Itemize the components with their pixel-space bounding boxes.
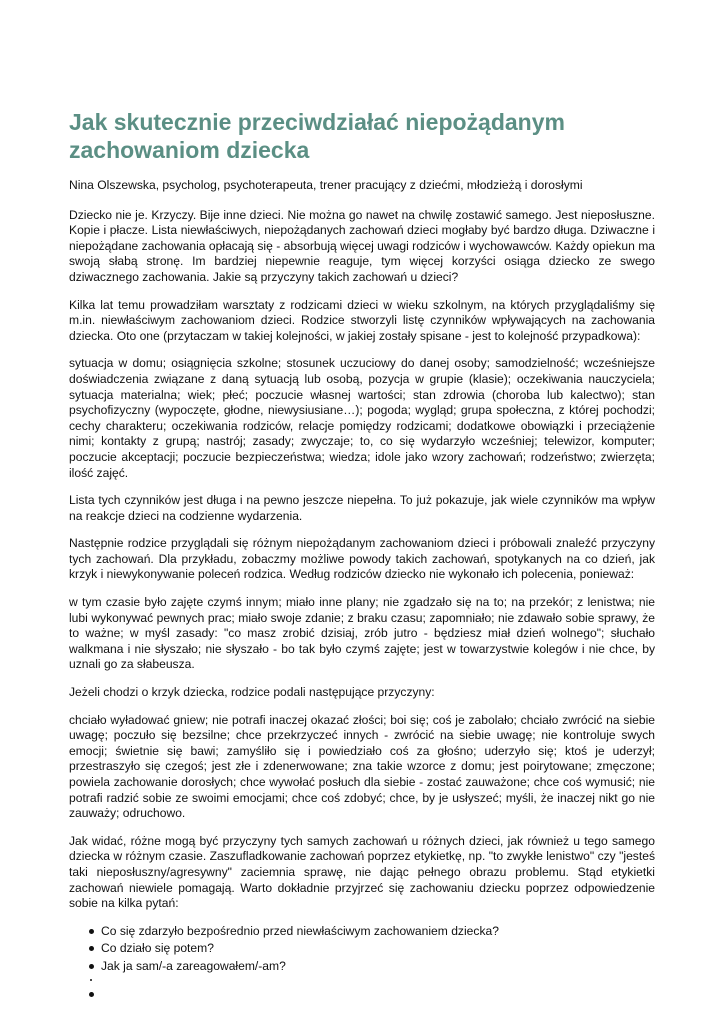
bullet-icon: [89, 992, 94, 997]
question-list: [69, 924, 655, 1002]
paragraph: Kilka lat temu prowadziłam warsztaty z rodzicami dzieci w wieku szkolnym, na których przyglądaliśmy się m.in. niewłaściwym zachowaniom dzieci. Rodzice stworzyli listę czynników wpływających na zachowania dziecka. Oto one (przytaczam w takiej kolejności, w jakiej zostały spisane - jest to kolejność przypadkowa):: [69, 297, 655, 343]
paragraph: w tym czasie było zajęte czymś innym; miało inne plany; nie zgadzało się na to; na przekór; z lenistwa; nie lubi wykonywać pewnych prac; miało swoje zdanie; z braku czasu; zapomniało; nie zdawało sobie sprawy, że to ważne; w myśl zasady: "co masz zrobić dzisiaj, zrób jutro - będziesz miał dzień wolnego"; słuchało walkmana i nie słyszało; nie słyszało - bo tak było czymś zajęte; jest w towarzystwie kolegów i nie chce, by uznali go za słabeusza.: [69, 595, 655, 672]
list-item: [69, 987, 655, 1003]
list-item-text: Jak ja sam/-a zareagowałem/-am?: [101, 958, 286, 973]
list-item: [69, 941, 655, 957]
list-item: [69, 924, 655, 940]
document-title: Jak skutecznie przeciwdziałać niepożądanym zachowaniom dziecka: [69, 109, 565, 163]
paragraph: Lista tych czynników jest długa i na pewno jeszcze niepełna. To już pokazuje, jak wiele czynników ma wpływ na reakcje dzieci na codzienne wydarzenia.: [69, 493, 655, 523]
list-item-text: Co się zdarzyło bezpośrednio przed niewłaściwym zachowaniem dziecka?: [101, 923, 499, 938]
document-body: [69, 178, 655, 1004]
paragraph: Dziecko nie je. Krzyczy. Bije inne dzieci. Nie można go nawet na chwilę zostawić samego. Jest nieposłuszne. Kopie i płacze. Lista niewłaściwych, niepożądanych zachowań dzieci mogłaby być bardzo długa. Dziwaczne i niepożądane zachowania opłacają się - absorbują więcej uwagi rodziców i wychowawców. Każdy opiekun ma swoją słabą stronę. Im bardziej niepewnie reaguje, tym więcej korzyści osiąga dziecko ze swego dziwacznego zachowania. Jakie są przyczyny takich zachowań u dzieci?: [69, 207, 655, 284]
paragraph: sytuacja w domu; osiągnięcia szkolne; stosunek uczuciowy do danej osoby; samodzielność; wcześniejsze doświadczenia związane z daną sytuacją lub osobą, pozycja w grupie (klasie); oczekiwania nauczyciela; sytuacja materialna; wiek; płeć; poczucie własnej wartości; stan zdrowia (choroba lub kalectwo); stan psychofizyczny (wypoczęte, głodne, niewysiusiane…); pogoda; wygląd; grupa społeczna, z której pochodzi; cechy charakteru; oczekiwania rodziców, relacje pomiędzy rodzicami; dodatkowe obowiązki i przeciążenie nimi; kontakty z grupą; nastrój; zasady; zwyczaje; to, co się wydarzyło wcześniej; telewizor, komputer; poczucie akceptacji; poczucie bezpieczeństwa; wiedza; idole jako wzory zachowań; rodzeństwo; zwierzęta; ilość zajęć.: [69, 356, 655, 480]
paragraph: Następnie rodzice przyglądali się różnym niepożądanym zachowaniom dzieci i próbowali znaleźć przyczyny tych zachowań. Dla przykładu, zobaczmy możliwe powody takich zachowań, spotykanych na co dzień, jak krzyk i niewykonywanie poleceń rodzica. Według rodziców dziecko nie wykonało ich polecenia, ponieważ:: [69, 536, 655, 582]
paragraph: chciało wyładować gniew; nie potrafi inaczej okazać złości; boi się; coś je zabolało; chciało zwrócić na siebie uwagę; poczuło się bezsilne; chce przekrzyczeć innych - zwrócić na siebie uwagę; nie kontroluje swych emocji; świetnie się bawi; zamyśliło się i powiedziało coś za głośno; uderzyło się; ktoś je uderzył; przestraszyło się czegoś; jest złe i zdenerwowane; zna takie wzorce z domu; jest poirytowane; zmęczone; powiela zachowanie dorosłych; chce wywołać posłuch dla siebie - zostać zauważone; chce coś wymusić; nie potrafi radzić sobie ze swoimi emocjami; chce coś zdobyć; chce, by je usłyszeć; myśli, że inaczej nikt go nie zauważy; odruchowo.: [69, 712, 655, 821]
author-line: Nina Olszewska, psycholog, psychoterapeuta, trener pracujący z dziećmi, młodzieżą i dorosłymi: [69, 178, 583, 192]
bullet-icon: [89, 929, 94, 934]
list-item-text: Co działo się potem?: [101, 941, 214, 956]
list-item: [69, 959, 655, 975]
bullet-icon: [89, 946, 94, 951]
paragraph: Jak widać, różne mogą być przyczyny tych samych zachowań u różnych dzieci, jak również u tego samego dziecka w różnym czasie. Zaszufladkowanie zachowań poprzez etykietkę, np. "to zwykłe lenistwo" czy "jesteś taki nieposłuszny/agresywny" zaciemnia sprawę, nie dając pełnego obrazu problemu. Stąd etykietki zachowań niewiele pomagają. Warto dokładnie przyjrzeć się zachowaniu dziecku poprzez odpowiedzenie sobie na kilka pytań:: [69, 833, 655, 911]
bullet-icon: [90, 979, 92, 981]
bullet-icon: [89, 964, 94, 969]
list-item: [69, 977, 655, 985]
paragraph: Jeżeli chodzi o krzyk dziecka, rodzice podali następujące przyczyny:: [69, 685, 435, 700]
